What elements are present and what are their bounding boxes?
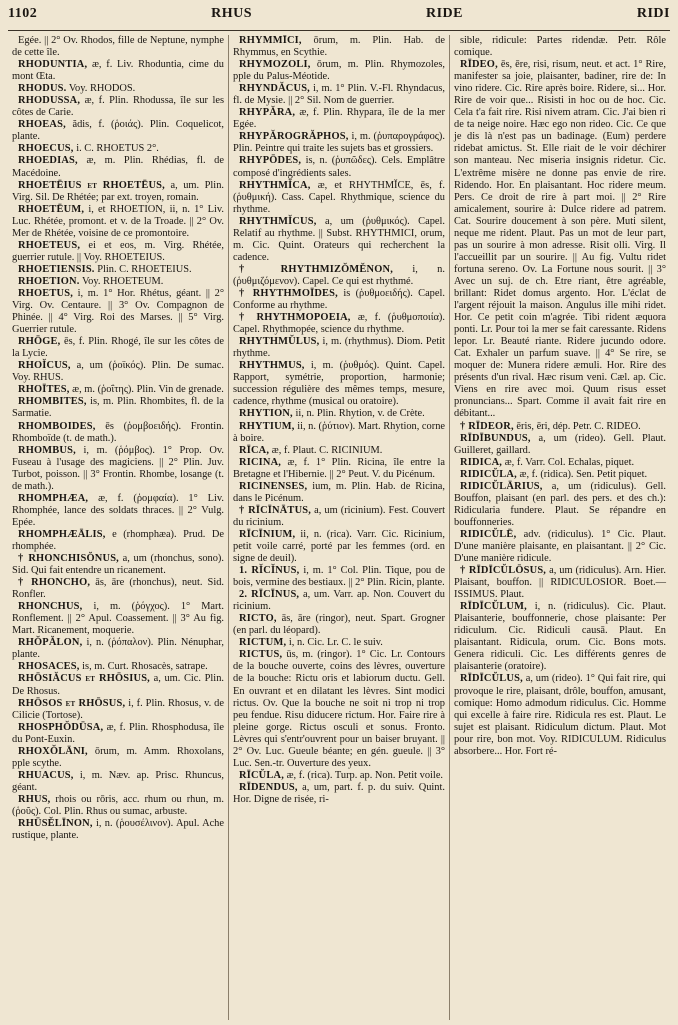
headword: RHYTHMŬLUS, <box>239 336 320 348</box>
running-header <box>8 6 670 31</box>
header-center-word: RIDE <box>425 6 463 21</box>
entry-definition: æ, f. (ridica). Sen. Petit piquet. <box>519 468 648 480</box>
entry-definition: ii, n. Plin. Rhytion, v. de Crète. <box>295 408 425 420</box>
entry-definition: ēs, f. Plin. Rhogé, île sur les côtes de la Lycie. <box>12 336 224 360</box>
headword: RHŎPĂLON, <box>18 637 83 649</box>
entry-definition: i, m. Næv. ap. Prisc. Rhuncus, géant. <box>12 769 224 793</box>
entry-definition: i, f. Plin. Rhosus, v. de Cilicie (Tortose). <box>12 697 224 721</box>
entry-definition: æ, m. Plin. Rhédias, fl. de Macédoine. <box>12 155 224 179</box>
dictionary-entry <box>233 505 445 529</box>
headword: RICTUS, <box>239 649 283 661</box>
entry-definition: i, m. 1° Plin. V.-Fl. Rhyndacus, fl. de Mysie. || 2° Sil. Nom de guerrier. <box>233 83 445 107</box>
entry-definition: æ, f. Liv. Rhoduntia, cime du mont Œta. <box>12 59 224 83</box>
dictionary-entry <box>12 336 224 360</box>
headword: RHOSACES, <box>18 661 80 673</box>
entry-definition: a, um (ῥοϊκός). Plin. De sumac. Voy. RHUS. <box>12 360 224 384</box>
dictionary-entry <box>12 180 224 204</box>
dictionary-entry <box>233 336 445 360</box>
headword: RHONCHUS, <box>18 601 83 613</box>
headword: RHOXŎLĀNI, <box>18 745 88 757</box>
dictionary-entry <box>233 782 445 806</box>
entry-definition: i, et RHOETION, ii, n. 1° Liv. Luc. Rhétée, promont. et v. de la Troade. || 2° Ov. Mer de Rhétée, voisine de ce promontoire. <box>12 203 224 239</box>
entry-definition: æ, f. (ῥομφαία). 1° Liv. Rhomphée, lance des soldats thraces. || 2° Vulg. Epée. <box>12 492 224 528</box>
entry-definition: i, n. Cic. Lr. C. le suiv. <box>288 637 383 649</box>
headword: RHYTHMĬCUS, <box>239 215 317 227</box>
entry-definition: rhois ou rōris, acc. rhum ou rhun, m. (ῥοῦς). Col. Plin. Rhus ou sumac, arbuste. <box>12 793 224 817</box>
dictionary-entry <box>12 577 224 601</box>
dictionary-entry <box>12 637 224 661</box>
headword: RHŌSIĂCUS et RHŌSIUS, <box>18 673 150 685</box>
column-right <box>449 35 670 1020</box>
dictionary-entry <box>233 216 445 264</box>
dictionary-entry <box>233 565 445 589</box>
headword: RHŪSĔLĪNON, <box>18 818 93 830</box>
header-right-word: RIDI <box>636 6 670 21</box>
dictionary-entry <box>12 553 224 577</box>
entry-definition: Egée. || 2° Ov. Rhodos, fille de Neptune, nymphe de cette île. <box>12 35 224 59</box>
entry-definition: e (rhomphæa). Prud. De rhomphée. <box>12 528 224 552</box>
headword: † RĪDĪCŬLŌSUS, <box>460 565 547 577</box>
headword: RICTUM, <box>239 637 287 649</box>
dictionary-entry <box>233 360 445 408</box>
dictionary-entry <box>12 95 224 119</box>
headword: RĪDĪBUNDUS, <box>460 432 531 444</box>
dictionary-entry <box>233 107 445 131</box>
dictionary-entry <box>12 119 224 143</box>
headword: RHUACUS, <box>18 769 74 781</box>
entry-definition: i. C. RHOETUS 2°. <box>76 143 159 155</box>
entry-definition: i, n. (ῥουσέλινον). Apul. Ache rustique, plante. <box>12 818 224 842</box>
dictionary-entry <box>233 770 445 782</box>
header-left-word: RHUS <box>211 6 253 21</box>
headword: RICTO, <box>239 613 277 625</box>
headword: RĪDĪCŬLUM, <box>460 601 527 613</box>
headword: RHOMPHÆĀLIS, <box>18 528 106 540</box>
headword: RHOETĒIUS et RHOETĒUS, <box>18 179 165 191</box>
headword: RĪDEO, <box>460 59 498 71</box>
headword: RIDICŬLĀRIUS, <box>460 480 543 492</box>
dictionary-entry <box>233 312 445 336</box>
dictionary-entry <box>233 637 445 649</box>
headword: RĪCA, <box>239 444 270 456</box>
dictionary-entry <box>12 240 224 264</box>
headword: † RĪCĪNĀTUS, <box>239 504 312 516</box>
dictionary-entry <box>454 673 666 757</box>
column-middle <box>228 35 449 1020</box>
dictionary-entry <box>454 601 666 673</box>
dictionary-entry <box>12 384 224 396</box>
dictionary-entry <box>12 59 224 83</box>
entry-definition: i, m. 1° Hor. Rhétus, géant. || 2° Virg. Ov. Centaure. || 3° Ov. Compagnon de Phinée. || 4° Virg. Roi des Marses. || 5° Virg. Guerrier rutule. <box>12 287 224 336</box>
entry-definition: ās, āre (rhonchus), neut. Sid. Ronfler. <box>12 577 224 601</box>
headword: RHYPĂRA, <box>239 107 296 119</box>
headword: RHOSPHŎDŪSA, <box>18 721 104 733</box>
entry-definition: ēris, ēri, dép. Petr. C. RIDEO. <box>516 420 641 432</box>
headword: RIDICŬLA, <box>460 468 517 480</box>
dictionary-entry <box>12 276 224 288</box>
dictionary-entry <box>233 589 445 613</box>
dictionary-entry <box>12 204 224 240</box>
entry-definition: i, n. (ῥυθμιζόμενον). Capel. Ce qui est rhythmé. <box>233 263 445 287</box>
headword: RHOETEUS, <box>18 239 81 251</box>
entry-definition: is, m. Plin. Rhombites, fl. de la Sarmatie. <box>12 396 224 420</box>
headword: RHOETĒUM, <box>18 203 85 215</box>
entry-definition: ōrum, m. Amm. Rhoxolans, pple scythe. <box>12 745 224 769</box>
headword: 2. RĪCĪNUS, <box>239 589 300 601</box>
headword: RHOECUS, <box>18 143 74 155</box>
dictionary-entry <box>12 360 224 384</box>
dictionary-entry <box>233 649 445 769</box>
dictionary-entry <box>12 143 224 155</box>
dictionary-entry <box>454 481 666 529</box>
headword: RHYPĂROGRĂPHOS, <box>239 131 349 143</box>
dictionary-entry <box>454 469 666 481</box>
headword: † RHYTHMOĪDES, <box>239 287 338 299</box>
dictionary-entry <box>12 264 224 276</box>
headword: RHŌSOS et RHŌSUS, <box>18 697 126 709</box>
entry-definition: æ, f. Plin. Rhypara, île de la mer Egée. <box>233 107 445 131</box>
entry-definition: ii, n. (rica). Varr. Cic. Ricinium, petit voile carré, porté par les femmes (ord. en signe de deuil). <box>233 528 445 565</box>
entry-definition: ei et eos, m. Virg. Rhétée, guerrier rutule. || Voy. RHOETEIUS. <box>12 239 224 263</box>
entry-definition: Voy. RHODOS. <box>68 83 136 95</box>
headword: RHOETION. <box>18 275 80 287</box>
headword: RHOEAS, <box>18 119 66 131</box>
dictionary-entry <box>233 131 445 155</box>
headword: RICINENSES, <box>239 480 308 492</box>
entry-definition: ēs (ῥομβοειδής). Frontin. Rhomboïde (t. de math.). <box>12 420 224 444</box>
entry-definition: a, um (ridiculus). Arn. Hier. Plaisant, bouffon. || RIDICULOSIOR. Boet.— ISSIMUS. Plaut. <box>454 565 666 601</box>
entry-definition: ădis, f. (ῥοιάς). Plin. Coquelicot, plante. <box>12 119 224 143</box>
page-number: 1102 <box>8 6 38 21</box>
headword: † RĪDEOR, <box>460 420 514 432</box>
dictionary-entry <box>233 421 445 445</box>
headword: RHYPŌDES, <box>239 155 302 167</box>
entry-definition: a, um (ricinium). Fest. Couvert du ricinium. <box>233 504 445 528</box>
dictionary-entry <box>233 288 445 312</box>
headword: RHODUSSA, <box>18 95 81 107</box>
dictionary-entry <box>12 155 224 179</box>
headword: † RHYTHMIZŎMĔNON, <box>239 263 394 275</box>
entry-definition: a, um (rideo). 1° Qui fait rire, qui provoque le rire, plaisant, drôle, bouffon, amusant, comique: Homo admodum ridiculus. Cic. Homme qui excelle à faire rire. Ridicula res est. Plaut. Le sujet est plaisant. Ridiculum dictum. Plaut. Mot pour rire, bon mot. Voy. RIDICULUM. Ridiculus absorbere... Hor. Fort ré- <box>454 673 666 757</box>
dictionary-entry <box>12 770 224 794</box>
entry-definition: i, m. (rhythmus). Diom. Petit rhythme. <box>233 336 445 360</box>
headword: RHOMBITES, <box>18 396 87 408</box>
entry-definition: i, n. (ridiculus). Cic. Plaut. Plaisanterie, bouffonnerie, chose plaisante: Per ridiculum. Cic. Ridiculi causā. Plaut. En plaisantant. Ridicula, orum. Cic. Bons mots. Genera ridiculi. Cic. Les différents genres de plaisanterie (oratoire). <box>454 601 666 673</box>
dictionary-entry <box>454 35 666 59</box>
dictionary-entry <box>12 601 224 637</box>
dictionary-entry <box>454 421 666 433</box>
dictionary-entry <box>233 264 445 288</box>
dictionary-entry <box>233 155 445 179</box>
headword: RHOĪTES, <box>18 384 70 396</box>
headword: RHYTHMUS, <box>239 360 305 372</box>
entry-definition: is, m. Curt. Rhosacès, satrape. <box>82 661 208 673</box>
entry-definition: a, um. Varr. ap. Non. Couvert du ricinium. <box>233 589 445 613</box>
dictionary-entry <box>233 481 445 505</box>
headword: RHOETIENSIS. <box>18 263 95 275</box>
entry-definition: ās, āre (ringor), neut. Spart. Grogner (en parl. du léopard). <box>233 613 445 637</box>
dictionary-entry <box>12 35 224 59</box>
headword: RHOEDIAS, <box>18 155 78 167</box>
headword: RHYMOZOLI, <box>239 59 311 71</box>
dictionary-entry <box>12 722 224 746</box>
dictionary-entry <box>12 421 224 445</box>
columns <box>8 35 670 1020</box>
entry-definition: is (ῥυθμοειδής). Capel. Conforme au rhythme. <box>233 287 445 312</box>
dictionary-entry <box>233 529 445 565</box>
headword: RHŌGE, <box>18 336 61 348</box>
dictionary-entry <box>12 818 224 842</box>
headword: † RHONCHISŎNUS, <box>18 553 119 565</box>
entry-definition: a, um, part. f. p. du suiv. Quint. Hor. Digne de risée, ri- <box>233 781 445 805</box>
entry-definition: ōrum, m. Plin. Rhymozoles, pple du Palus-Méotide. <box>233 59 445 83</box>
headword: 1. RĬCĬNUS, <box>239 565 300 577</box>
dictionary-entry <box>12 661 224 673</box>
headword: RHOMPHÆA, <box>18 492 89 504</box>
headword: RĪCĪNIUM, <box>239 528 296 540</box>
headword: † RHONCHO, <box>18 577 91 589</box>
entry-definition: i, m. (ῥόμβος). 1° Prop. Ov. Fuseau à l'usage des magiciens. || 2° Plin. Juv. Turbot, poisson. || 3° Frontin. Rhombe, losange (t. de math.). <box>12 444 224 492</box>
entry-definition: Voy. RHOETEUM. <box>81 275 164 287</box>
dictionary-entry <box>233 35 445 59</box>
entry-definition: i, m. (ῥυθμός). Quint. Capel. Rapport, symétrie, proportion, harmonie; succession régulière des mêmes temps, mesure, cadence, rhythme (musical ou oratoire). <box>233 360 445 408</box>
headword: † RHYTHMOPOEIA, <box>239 312 351 324</box>
entry-definition: a, um (rhonchus, sono). Sid. Qui fait entendre un ricanement. <box>12 553 224 577</box>
entry-definition: ii, n. (ῥύτιον). Mart. Rhytion, corne à boire. <box>233 420 446 444</box>
dictionary-entry <box>233 180 445 216</box>
dictionary-entry <box>12 698 224 722</box>
entry-definition: æ, f. (ῥυθμοποιία). Capel. Rhythmopée, science du rhythme. <box>233 312 445 336</box>
entry-definition: æ, f. 1° Plin. Ricina, île entre la Bretagne et l'Hibernie. || 2° Peut. V. du Picénum. <box>233 456 445 480</box>
headword: RIDICŬLĒ, <box>460 528 517 540</box>
headword: RHUS, <box>18 793 51 805</box>
entry-definition: æ, f. Plin. Rhodussa, île sur les côtes de Carie. <box>12 95 224 119</box>
entry-definition: a, um. Plin. Virg. Sil. De Rhétée; par ext. troyen, romain. <box>12 179 224 203</box>
dictionary-entry <box>12 746 224 770</box>
entry-definition: æ, m. (ῥοΐτης). Plin. Vin de grenade. <box>72 384 224 396</box>
entry-definition: æ, et RHYTHMĬCE, ēs, f. (ῥυθμική). Cass. Capel. Rhythmique, science du rhythme. <box>233 179 445 215</box>
headword: RHYTION, <box>239 408 293 420</box>
dictionary-entry <box>454 59 666 420</box>
dictionary-entry <box>12 396 224 420</box>
dictionary-entry <box>233 613 445 637</box>
entry-definition: adv. (ridiculus). 1° Cic. Plaut. D'une manière plaisante, en plaisantant. || 2° Cic. D'une manière ridicule. <box>454 528 666 565</box>
column-left <box>8 35 228 1020</box>
entry-definition: a, um (ridiculus). Gell. Bouffon, plaisant (en parl. des pers. et des ch.): Ridicularia fundere. Plaut. Se répandre en bouffonneries. <box>454 480 666 528</box>
entry-definition: sible, ridicule: Partes ridendæ. Petr. Rôle comique. <box>454 35 666 59</box>
dictionary-entry <box>12 83 224 95</box>
entry-definition: æ, f. Plaut. C. RICINIUM. <box>271 444 383 456</box>
entry-definition: i, m. 1° Col. Plin. Tique, pou de bois, vermine des bestiaux. || 2° Plin. Ricin, plante. <box>233 565 445 589</box>
headword: RHOĬCUS, <box>18 360 71 372</box>
dictionary-entry <box>233 83 445 107</box>
dictionary-entry <box>454 529 666 565</box>
headword: RHYNDĂCUS, <box>239 83 310 95</box>
headword: RHYMMĪCI, <box>239 35 302 46</box>
entry-definition: i, m. (ῥυπαρογράφος). Plin. Peintre qui traite les sujets bas et grossiers. <box>233 131 445 155</box>
dictionary-entry <box>233 408 445 420</box>
dictionary-entry <box>454 433 666 457</box>
entry-definition: æ, f. Plin. Rhosphodusa, île du Pont-Euxin. <box>12 721 224 745</box>
dictionary-entry <box>12 493 224 529</box>
entry-definition: æ, f. (rica). Turp. ap. Non. Petit voile. <box>286 769 444 781</box>
entry-definition: ium, m. Plin. Hab. de Ricina, dans le Picénum. <box>233 480 445 504</box>
dictionary-entry <box>12 529 224 553</box>
headword: RĪCŬLA, <box>239 769 284 781</box>
headword: RHOETUS, <box>18 287 74 299</box>
headword: RHODUNTIA, <box>18 59 88 71</box>
headword: RHOMBOIDES, <box>18 420 96 432</box>
entry-definition: ōrum, m. Plin. Hab. de Rhymmus, en Scythie. <box>233 35 445 59</box>
headword: RICINA, <box>239 456 282 468</box>
dictionary-entry <box>454 457 666 469</box>
entry-definition: i, n. (ῥόπαλον). Plin. Nénuphar, plante. <box>12 637 224 661</box>
dictionary-entry <box>12 673 224 697</box>
headword: RHODUS. <box>18 83 67 95</box>
headword: RĪDĪCŬLUS, <box>460 673 523 685</box>
dictionary-entry <box>454 565 666 601</box>
headword: RHYTHMĬCA, <box>239 179 311 191</box>
entry-definition: is, n. (ῥυπῶδες). Cels. Emplâtre composé d'ingrédients sales. <box>233 155 445 179</box>
headword: RIDICA, <box>460 456 503 468</box>
entry-definition: ēs, ēre, risi, risum, neut. et act. 1° Rire, manifester sa joie, plaisanter, badiner, rire de: In vino ridere. Cic. Rire après boire. Ridere, si... Hor. Rire de voir que... Risisti in hoc ou de hoc. Cic. Cela t'a fait rire. Risi nivem atram. Cic. J'ai bien ri de ta neige noire. Hæc ego non rideo. Cic. Ce que je dis là n'est pas un badinage. (Eum) perdere ridebat amictus. St. Elle riait de le voir déchirer son manteau. Nec miseria insignis ridetur. Cic. L'extrême misère ne donne pas envie de rire. Ridendo. Hor. En plaisantant. Hoc ridere meum. Pers. Ce droit de rire à part moi. || 2° Rire amicalement, sourire à: Dulce ridere ad patrem. Cat. Sourire doucement à son père. Muti silent, neque me rident. Plaut. Pas un mot de leur part, pas un sourire à mon adresse. Risit olli. Virg. Il l'accueillit par un sourire. || Au fig. Vultu ridet fortuna sereno. Ov. La Fortune nous sourit. || 3° Avec un suj. de ch. Etre riant, être agréable, brillant: Ridet domus argento. Hor. L'éclat de l'argent réjouit la maison. Angulus ille mihi ridet. Hor. Ce petit coin m'agrée. Tibi rident æquora ponti. Lr. Pour toi la mer se fait caressante. Ridens lepor. Lr. Beauté riante. Ridere jucundo odore. Cat. Exhaler un parfum suave. || 4° Se rire, se moquer de: Munera ridere æmuli. Hor. Rire des présents d'un rival. Hæc risum veni. Cæl. ap. Cic. Viens en rire avec moi. Quum risus esset pronuncians... Spart. Comme il avait fait rire en débitant... <box>454 59 666 420</box>
headword: RĪDENDUS, <box>239 781 298 793</box>
entry-definition: Plin. C. RHOETEIUS. <box>97 263 192 275</box>
entry-definition: ūs, m. (ringor). 1° Cic. Lr. Contours de la bouche ouverte, coins des lèvres, ouverture de la bouche: Rictu oris et labiorum ductu. Gell. En ouvrant et en dilatant les lèvres. Sint modici rictus. Ov. Que la bouche ne soit ni trop ni trop peu fendue. Risu diducere rictum. Hor. Faire rire à pleine gorge. Rictus osculi et sonus. Fronto. Lèvres qui s'entr'ouvrent pour un baiser bruyant. || 2° Ov. Luc. Gueule béante; en gén. gueule. || 3° Luc. Sen.-tr. Ouverture des yeux. <box>233 649 445 769</box>
headword: RHYTIUM, <box>239 420 295 432</box>
dictionary-entry <box>12 794 224 818</box>
dictionary-entry <box>233 59 445 83</box>
headword: RHOMBUS, <box>18 444 76 456</box>
dictionary-entry <box>12 445 224 493</box>
dictionary-entry <box>12 288 224 336</box>
entry-definition: i, m. (ῥόγχος). 1° Mart. Ronflement. || 2° Apul. Coassement. || 3° Au fig. Mart. Ricanement, moquerie. <box>12 601 224 637</box>
entry-definition: a, um (rideo). Gell. Plaut. Guilleret, gaillard. <box>454 432 666 456</box>
entry-definition: a, um. Cic. Plin. De Rhosus. <box>12 673 224 697</box>
dictionary-entry <box>233 445 445 457</box>
dictionary-entry <box>233 457 445 481</box>
entry-definition: a, um (ῥυθμικός). Capel. Relatif au rhythme. || Subst. RHYTHMICI, orum, m. Cic. Quint. Orateurs qui recherchent la cadence. <box>233 215 445 263</box>
entry-definition: æ, f. Varr. Col. Echalas, piquet. <box>504 456 635 468</box>
